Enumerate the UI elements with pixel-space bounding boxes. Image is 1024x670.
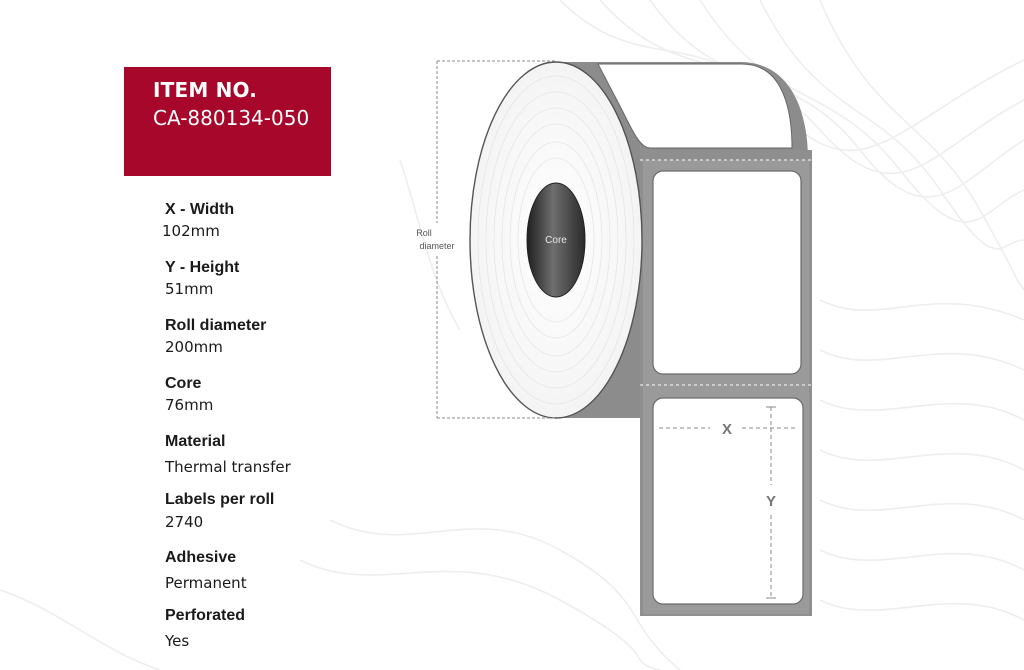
spec-value: Yes <box>165 632 190 650</box>
spec-value: 76mm <box>165 396 214 414</box>
spec-label: Core <box>165 375 202 392</box>
spec-label: Labels per roll <box>165 491 275 508</box>
spec-label: Roll diameter <box>165 317 267 334</box>
spec-value: 102mm <box>162 222 220 240</box>
spec-label: Y - Height <box>165 259 240 276</box>
item-number: CA-880134-050 <box>153 106 310 130</box>
core-label: Core <box>545 235 567 246</box>
spec-label: Material <box>165 433 226 450</box>
x-dimension-label: X <box>721 421 733 438</box>
y-dimension-label: Y <box>765 493 777 510</box>
spec-label: X - Width <box>165 201 235 218</box>
spec-label: Adhesive <box>165 549 237 566</box>
roll-diameter-label: Roll <box>416 228 432 238</box>
spec-value: 51mm <box>165 280 214 298</box>
spec-value: 2740 <box>165 513 204 531</box>
spec-value: Thermal transfer <box>165 458 291 476</box>
roll-diameter-label-2: diameter <box>419 241 455 251</box>
spec-label: Perforated <box>165 607 246 624</box>
item-title: ITEM NO. <box>153 78 258 102</box>
spec-value: 200mm <box>165 338 223 356</box>
label-blank <box>653 171 801 374</box>
spec-value: Permanent <box>165 574 247 592</box>
